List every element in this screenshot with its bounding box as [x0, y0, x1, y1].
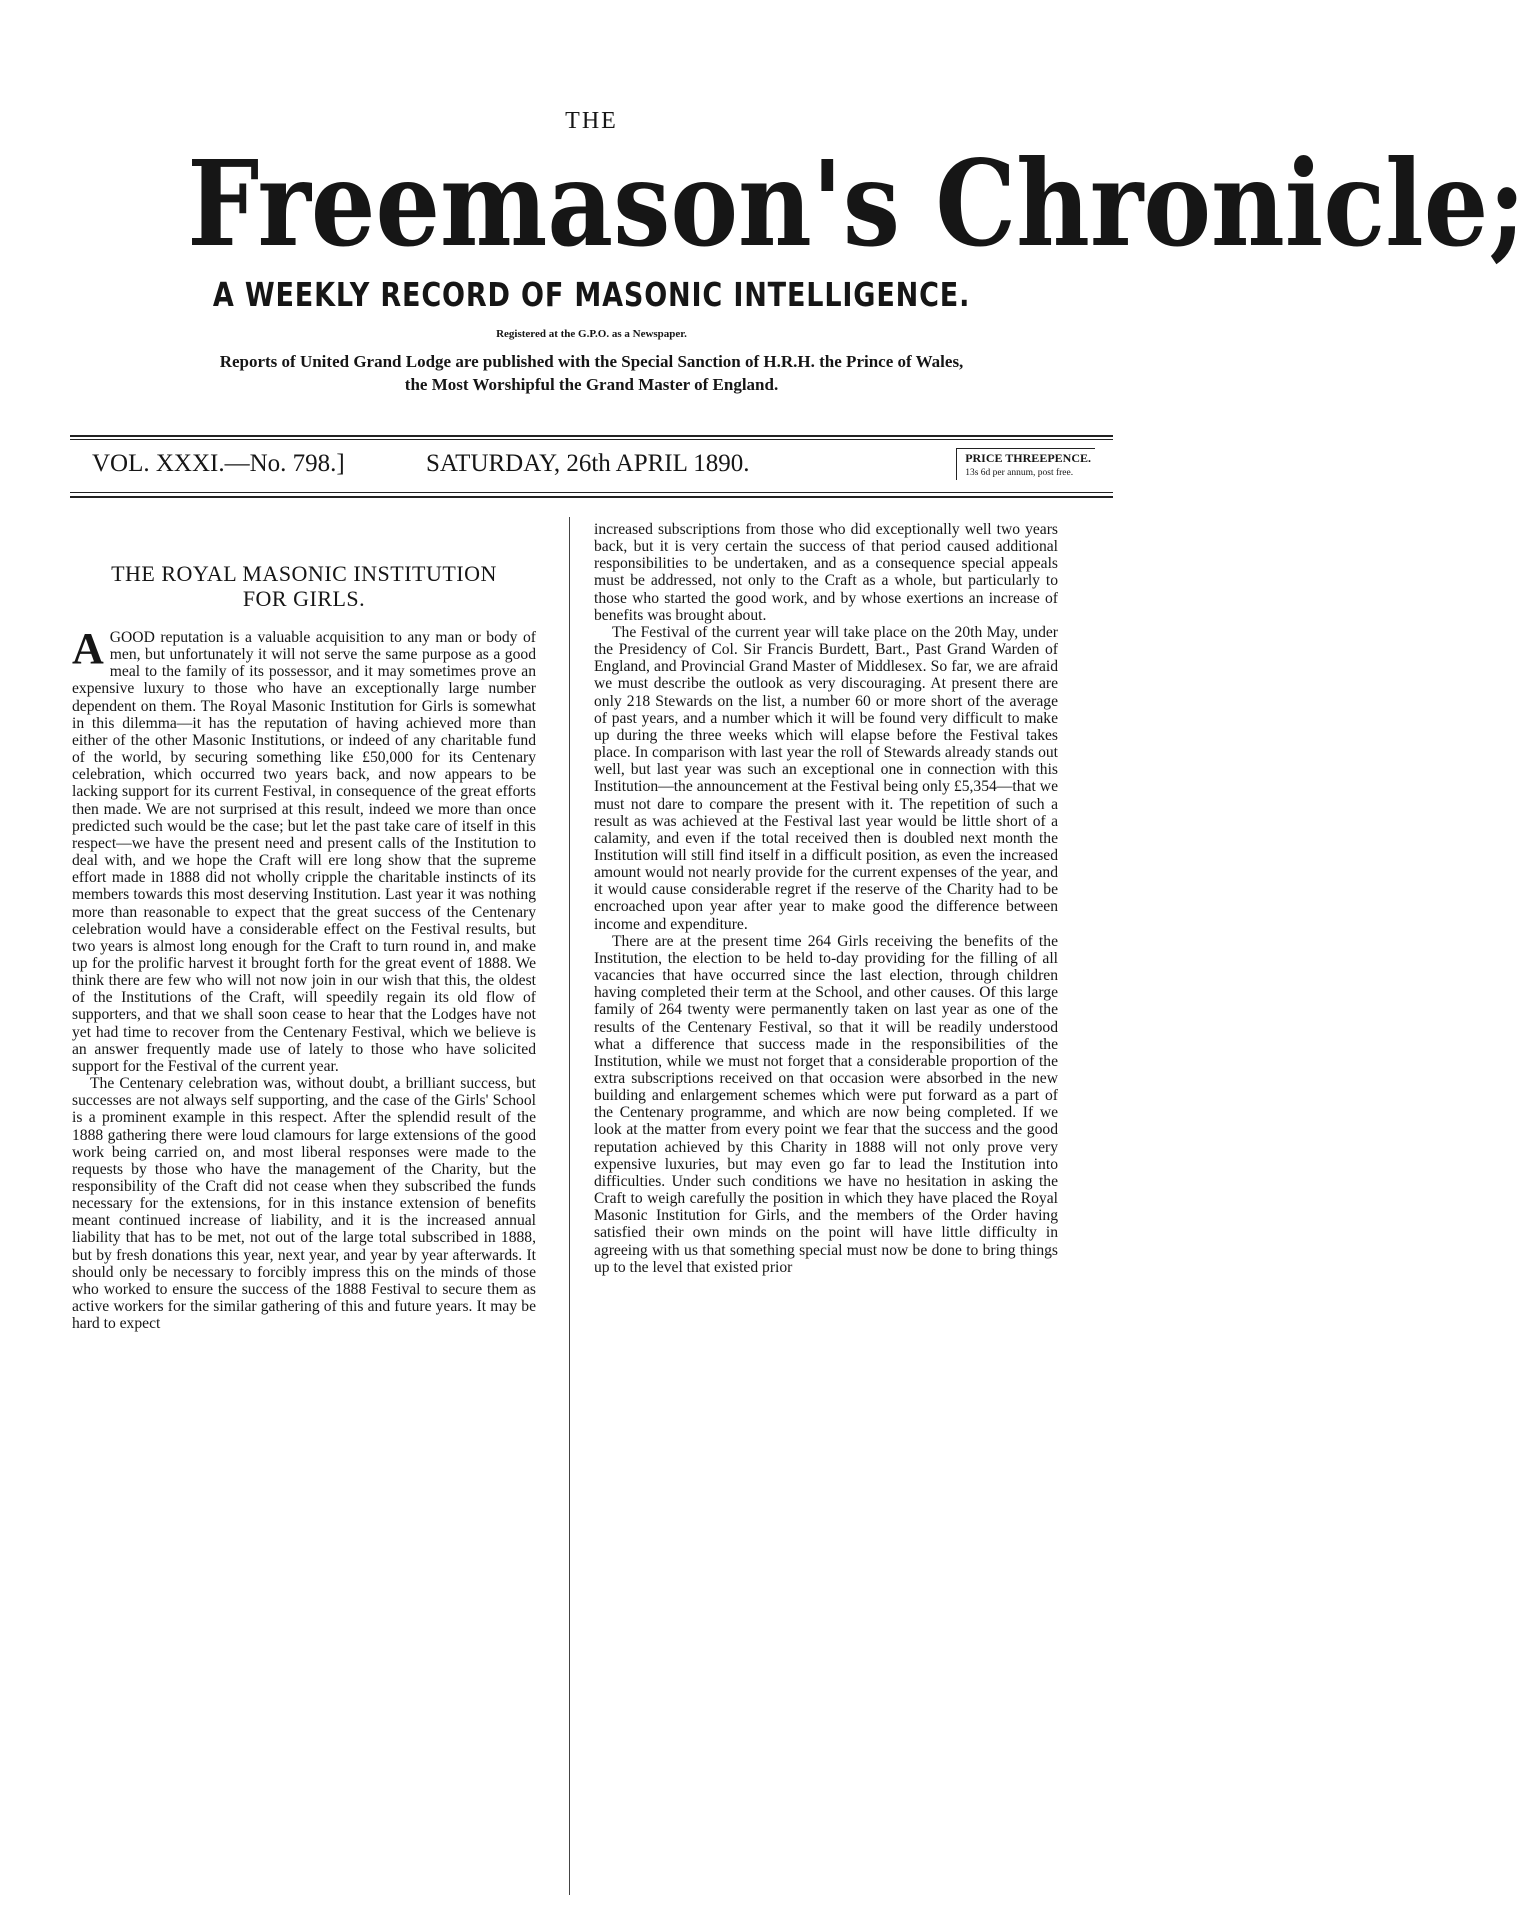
masthead-the: THE [565, 108, 618, 134]
article-paragraph-2: The Centenary celebration was, without doubt, a brilliant success, but successes are not always self supporting, and the case of the Girls' School is a prominent example in this respect. After the splendid result of the 1888 gathering there were loud clamours for large extensions of the good work being carried on, and most liberal responses were made to the requests by those who have the management of the Charity, but the responsibility of the Craft did not cease when they subscribed the funds necessary for the extensions, for in this instance extension of benefits meant continued increase of liability, and it is the increased annual liability that has to be met, not out of the large total subscribed in 1888, but by fresh donations this year, next year, and year by year afterwards. It should only be necessary to forcibly impress this on the minds of those who worked to ensure the success of the 1888 Festival to secure them as active workers for the similar gathering of this and future years. It may be hard to expect [72, 1075, 536, 1333]
volume-number: VOL. XXXI.—No. 798.] [92, 450, 345, 477]
issue-rule-bottom-thick [70, 496, 1113, 498]
article-column-left [72, 521, 536, 1332]
price-label: PRICE THREEPENCE. [965, 451, 1091, 465]
reports-line-2: the Most Worshipful the Grand Master of England. [404, 375, 779, 394]
reports-notice [60, 350, 1123, 396]
article-paragraph-1 [72, 624, 536, 1075]
article-paragraph-4: The Festival of the current year will take place on the 20th May, under the Presidency of Col. Sir Francis Burdett, Bart., Past Grand Warden of England, and Provincial Grand Master of Middlesex. So far, we are afraid we must describe the outlook as very discouraging. At present there are only 218 Stewards on the list, a number 60 or more short of the average of past years, and a number which it will be found very difficult to make up during the three weeks which will elapse before the Festival takes place. In comparison with last year the roll of Stewards already stands out well, but last year was such an exceptional one in connection with this Institution—the announcement at the Festival being only £5,354—that we must not dare to compare the present with it. The repetition of such a result as was achieved at the Festival last year would be little short of a calamity, and even if the total received then is doubled next month the Institution will still find itself in a difficult position, as even the increased amount would not nearly provide for the current expenses of the year, and it would cause considerable regret if the reserve of the Charity had to be encroached upon year after year to make good the difference between income and expenditure. [594, 623, 1058, 933]
masthead-subtitle: A WEEKLY RECORD OF MASONIC INTELLIGENCE. [212, 275, 971, 314]
article-paragraph-3: increased subscriptions from those who did exceptionally well two years back, but it is very certain the success of that period caused additional responsibilities to be undertaken, and as a consequence special appeals must be addressed, not only to the Craft as a whole, but particularly to those who started the good work, and by whose exertions an increase of benefits was brought about. [594, 521, 1058, 624]
masthead-title: Freemason's Chronicle; [187, 134, 1526, 273]
masthead-rule-top-thin [70, 439, 1113, 440]
column-divider [569, 517, 570, 1895]
reports-line-1: Reports of United Grand Lodge are published with the Special Sanction of H.R.H. the Prince of Wales, [219, 352, 964, 371]
issue-rule-bottom [70, 492, 1113, 493]
article-column-right [594, 521, 1058, 1276]
masthead-rule-top [70, 435, 1113, 437]
issue-date: SATURDAY, 26th APRIL 1890. [426, 450, 750, 477]
article-heading [72, 561, 536, 611]
article-paragraph-5: There are at the present time 264 Girls receiving the benefits of the Institution, the election to be held to-day providing for the filling of all vacancies that have occurred since the last election, through children having completed their term at the School, and other causes. Of this large family of 264 twenty were permanently taken on last year as one of the results of the Centenary Festival, so that it will be readily understood what a difference that success made in the responsibilities of the Institution, while we must not forget that a considerable proportion of the extra subscriptions received on that occasion were absorbed in the new building and enlargement schemes which were put forward as a part of the Centenary programme, and which are now being completed. If we look at the matter from every point we fear that the success and the good reputation achieved by this Charity in 1888 will not only prove very expensive luxuries, but may even go far to lead the Institution into difficulties. Under such conditions we have no hesitation in asking the Craft to weigh carefully the position in which they have placed the Royal Masonic Institution for Girls, and the members of the Order having satisfied their own minds on the point will have little difficulty in agreeing with us that something special must now be done to bring things up to the level that existed prior [594, 932, 1058, 1276]
registration-notice: Registered at the G.P.O. as a Newspaper. [496, 328, 687, 340]
article-heading-line-1: THE ROYAL MASONIC INSTITUTION [111, 561, 497, 586]
price-subscription: 13s 6d per annum, post free. [965, 468, 1074, 478]
issue-bar [70, 446, 1113, 486]
drop-cap: A [72, 624, 104, 673]
article-paragraph-1-text: GOOD reputation is a valuable acquisition to any man or body of men, but unfortunately it will not serve the same purpose as a good meal to the family of its possessor, and it may sometimes prove an expensive luxury to those who have an exceptionally large number dependent on them. The Royal Masonic Institution for Girls is somewhat in this dilemma—it has the reputation of having achieved more than either of the other Masonic Institutions, or indeed of any charitable fund of the world, by securing something like £50,000 for its Centenary celebration, which occurred two years back, and now appears to be lacking support for its current Festival, in consequence of the great efforts then made. We are not surprised at this result, indeed we more than once predicted such would be the case; but let the past take care of itself in this respect—we have the present need and present calls of the Institution to deal with, and we hope the Craft will ere long show that the supreme effort made in 1888 did not wholly cripple the charitable instincts of its members towards this most deserving Institution. Last year it was nothing more than reasonable to expect that the great success of the Centenary celebration would have a considerable effect on the Festival results, but two years is almost long enough for the Craft to turn round in, and make up for the prolific harvest it brought forth for the great event of 1888. We think there are few who will not now join in our wish that this, the oldest of the Institutions of the Craft, will speedily regain its old flow of supporters, and that we shall soon cease to hear that the Lodges have not yet had time to recover from the Centenary Festival, which we believe is an answer frequently made use of lately to those who have solicited support for the Festival of the current year. [72, 629, 536, 1075]
price-box [956, 448, 1095, 480]
article-heading-line-2: FOR GIRLS. [242, 586, 366, 611]
